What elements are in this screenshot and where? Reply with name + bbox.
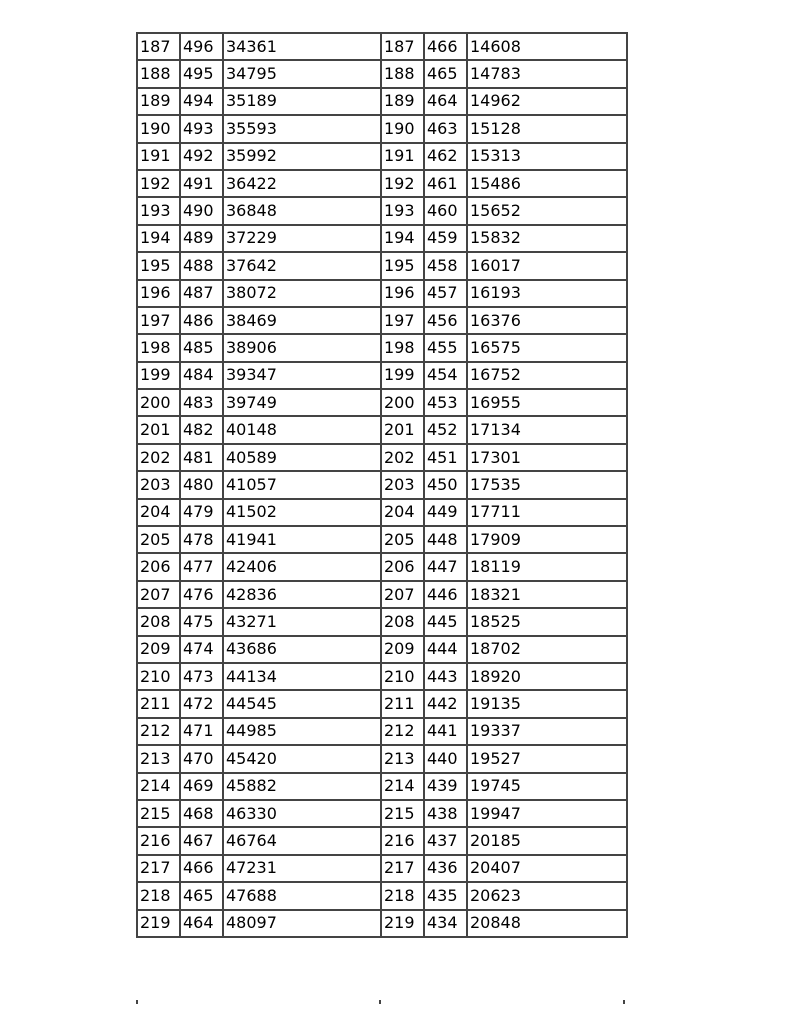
left-score-cell: 481 (180, 444, 223, 471)
right-rank-cell: 195 (381, 252, 424, 279)
left-cumulative-cell: 46330 (223, 800, 381, 827)
right-rank-cell: 190 (381, 115, 424, 142)
left-score-cell: 474 (180, 636, 223, 663)
left-rank-cell: 188 (137, 60, 180, 87)
right-score-cell: 463 (424, 115, 467, 142)
left-score-cell: 475 (180, 608, 223, 635)
right-cumulative-cell: 14608 (467, 33, 627, 60)
right-cumulative-cell: 19745 (467, 773, 627, 800)
right-cumulative-cell: 16955 (467, 389, 627, 416)
right-rank-cell: 205 (381, 526, 424, 553)
left-cumulative-cell: 46764 (223, 827, 381, 854)
left-cumulative-cell: 44985 (223, 718, 381, 745)
left-score-cell: 466 (180, 855, 223, 882)
left-score-cell: 471 (180, 718, 223, 745)
left-cumulative-cell: 37642 (223, 252, 381, 279)
right-score-cell: 440 (424, 745, 467, 772)
left-rank-cell: 217 (137, 855, 180, 882)
left-cumulative-cell: 45420 (223, 745, 381, 772)
right-cumulative-cell: 17134 (467, 416, 627, 443)
right-rank-cell: 210 (381, 663, 424, 690)
table-row (137, 416, 627, 443)
right-rank-cell: 217 (381, 855, 424, 882)
right-score-cell: 442 (424, 690, 467, 717)
right-rank-cell: 191 (381, 143, 424, 170)
table-row (137, 773, 627, 800)
right-score-cell: 465 (424, 60, 467, 87)
left-score-cell: 491 (180, 170, 223, 197)
table-row (137, 471, 627, 498)
right-score-cell: 443 (424, 663, 467, 690)
left-score-cell: 485 (180, 334, 223, 361)
left-cumulative-cell: 42406 (223, 553, 381, 580)
right-cumulative-cell: 17301 (467, 444, 627, 471)
right-rank-cell: 207 (381, 581, 424, 608)
left-rank-cell: 205 (137, 526, 180, 553)
left-cumulative-cell: 44134 (223, 663, 381, 690)
right-cumulative-cell: 17711 (467, 499, 627, 526)
right-cumulative-cell: 15832 (467, 225, 627, 252)
table-row (137, 663, 627, 690)
left-rank-cell: 201 (137, 416, 180, 443)
left-rank-cell: 212 (137, 718, 180, 745)
table-edge-left (136, 1000, 138, 1004)
left-rank-cell: 187 (137, 33, 180, 60)
table-row (137, 827, 627, 854)
left-score-cell: 470 (180, 745, 223, 772)
left-rank-cell: 189 (137, 88, 180, 115)
right-score-cell: 435 (424, 882, 467, 909)
left-score-cell: 467 (180, 827, 223, 854)
right-cumulative-cell: 18525 (467, 608, 627, 635)
left-rank-cell: 216 (137, 827, 180, 854)
left-score-cell: 492 (180, 143, 223, 170)
left-cumulative-cell: 40148 (223, 416, 381, 443)
right-cumulative-cell: 16752 (467, 362, 627, 389)
right-score-cell: 434 (424, 910, 467, 937)
right-score-cell: 448 (424, 526, 467, 553)
table-row (137, 33, 627, 60)
left-cumulative-cell: 34795 (223, 60, 381, 87)
left-cumulative-cell: 45882 (223, 773, 381, 800)
left-cumulative-cell: 34361 (223, 33, 381, 60)
table-row (137, 197, 627, 224)
left-cumulative-cell: 41941 (223, 526, 381, 553)
left-score-cell: 490 (180, 197, 223, 224)
left-cumulative-cell: 43271 (223, 608, 381, 635)
right-cumulative-cell: 18920 (467, 663, 627, 690)
left-cumulative-cell: 38906 (223, 334, 381, 361)
right-rank-cell: 202 (381, 444, 424, 471)
right-cumulative-cell: 18321 (467, 581, 627, 608)
right-rank-cell: 189 (381, 88, 424, 115)
left-cumulative-cell: 36422 (223, 170, 381, 197)
left-rank-cell: 200 (137, 389, 180, 416)
right-cumulative-cell: 19947 (467, 800, 627, 827)
left-score-cell: 478 (180, 526, 223, 553)
left-score-cell: 486 (180, 307, 223, 334)
right-cumulative-cell: 20848 (467, 910, 627, 937)
table-row (137, 745, 627, 772)
right-rank-cell: 196 (381, 280, 424, 307)
left-score-cell: 469 (180, 773, 223, 800)
left-score-cell: 479 (180, 499, 223, 526)
table-row (137, 855, 627, 882)
left-rank-cell: 207 (137, 581, 180, 608)
right-cumulative-cell: 15128 (467, 115, 627, 142)
right-rank-cell: 211 (381, 690, 424, 717)
left-cumulative-cell: 39347 (223, 362, 381, 389)
left-rank-cell: 214 (137, 773, 180, 800)
table-row (137, 307, 627, 334)
right-rank-cell: 198 (381, 334, 424, 361)
left-score-cell: 489 (180, 225, 223, 252)
right-score-cell: 456 (424, 307, 467, 334)
table-row (137, 608, 627, 635)
right-rank-cell: 216 (381, 827, 424, 854)
right-score-cell: 458 (424, 252, 467, 279)
right-cumulative-cell: 19337 (467, 718, 627, 745)
left-cumulative-cell: 43686 (223, 636, 381, 663)
table-body (137, 33, 627, 937)
table-row (137, 718, 627, 745)
left-score-cell: 465 (180, 882, 223, 909)
left-rank-cell: 190 (137, 115, 180, 142)
left-rank-cell: 202 (137, 444, 180, 471)
right-score-cell: 455 (424, 334, 467, 361)
left-rank-cell: 192 (137, 170, 180, 197)
right-rank-cell: 213 (381, 745, 424, 772)
left-rank-cell: 195 (137, 252, 180, 279)
left-score-cell: 477 (180, 553, 223, 580)
right-rank-cell: 214 (381, 773, 424, 800)
right-cumulative-cell: 20407 (467, 855, 627, 882)
left-score-cell: 484 (180, 362, 223, 389)
table-row (137, 362, 627, 389)
right-score-cell: 439 (424, 773, 467, 800)
right-rank-cell: 201 (381, 416, 424, 443)
right-score-cell: 453 (424, 389, 467, 416)
left-rank-cell: 203 (137, 471, 180, 498)
right-score-cell: 447 (424, 553, 467, 580)
right-rank-cell: 187 (381, 33, 424, 60)
left-rank-cell: 219 (137, 910, 180, 937)
right-rank-cell: 208 (381, 608, 424, 635)
table-row (137, 581, 627, 608)
left-rank-cell: 210 (137, 663, 180, 690)
right-rank-cell: 192 (381, 170, 424, 197)
right-cumulative-cell: 19527 (467, 745, 627, 772)
right-score-cell: 454 (424, 362, 467, 389)
table-row (137, 252, 627, 279)
left-cumulative-cell: 40589 (223, 444, 381, 471)
right-cumulative-cell: 17535 (467, 471, 627, 498)
left-score-cell: 496 (180, 33, 223, 60)
right-rank-cell: 203 (381, 471, 424, 498)
left-score-cell: 468 (180, 800, 223, 827)
table-row (137, 444, 627, 471)
right-rank-cell: 219 (381, 910, 424, 937)
left-cumulative-cell: 47231 (223, 855, 381, 882)
table-row (137, 115, 627, 142)
right-score-cell: 457 (424, 280, 467, 307)
left-rank-cell: 211 (137, 690, 180, 717)
right-score-cell: 444 (424, 636, 467, 663)
right-cumulative-cell: 15313 (467, 143, 627, 170)
right-score-cell: 445 (424, 608, 467, 635)
left-rank-cell: 213 (137, 745, 180, 772)
left-cumulative-cell: 41502 (223, 499, 381, 526)
right-cumulative-cell: 20623 (467, 882, 627, 909)
left-cumulative-cell: 41057 (223, 471, 381, 498)
left-score-cell: 464 (180, 910, 223, 937)
right-cumulative-cell: 18119 (467, 553, 627, 580)
left-score-cell: 482 (180, 416, 223, 443)
right-rank-cell: 212 (381, 718, 424, 745)
table-row (137, 882, 627, 909)
right-rank-cell: 199 (381, 362, 424, 389)
left-cumulative-cell: 47688 (223, 882, 381, 909)
table-edge-middle (379, 1000, 381, 1004)
left-score-cell: 473 (180, 663, 223, 690)
right-score-cell: 436 (424, 855, 467, 882)
left-cumulative-cell: 38469 (223, 307, 381, 334)
table-row (137, 170, 627, 197)
right-rank-cell: 218 (381, 882, 424, 909)
table-row (137, 553, 627, 580)
right-rank-cell: 193 (381, 197, 424, 224)
left-rank-cell: 191 (137, 143, 180, 170)
left-cumulative-cell: 35992 (223, 143, 381, 170)
left-rank-cell: 215 (137, 800, 180, 827)
right-score-cell: 451 (424, 444, 467, 471)
left-rank-cell: 209 (137, 636, 180, 663)
right-cumulative-cell: 14962 (467, 88, 627, 115)
left-rank-cell: 193 (137, 197, 180, 224)
right-cumulative-cell: 16193 (467, 280, 627, 307)
table-row (137, 225, 627, 252)
right-rank-cell: 188 (381, 60, 424, 87)
left-score-cell: 472 (180, 690, 223, 717)
table-row (137, 526, 627, 553)
left-cumulative-cell: 48097 (223, 910, 381, 937)
right-score-cell: 459 (424, 225, 467, 252)
left-rank-cell: 206 (137, 553, 180, 580)
right-cumulative-cell: 16376 (467, 307, 627, 334)
left-rank-cell: 218 (137, 882, 180, 909)
left-cumulative-cell: 38072 (223, 280, 381, 307)
left-score-cell: 487 (180, 280, 223, 307)
table-row (137, 88, 627, 115)
table-row (137, 910, 627, 937)
left-score-cell: 495 (180, 60, 223, 87)
left-score-cell: 483 (180, 389, 223, 416)
right-cumulative-cell: 15652 (467, 197, 627, 224)
right-score-cell: 461 (424, 170, 467, 197)
right-score-cell: 464 (424, 88, 467, 115)
right-score-cell: 437 (424, 827, 467, 854)
table-row (137, 636, 627, 663)
left-score-cell: 488 (180, 252, 223, 279)
right-score-cell: 460 (424, 197, 467, 224)
right-rank-cell: 215 (381, 800, 424, 827)
left-rank-cell: 197 (137, 307, 180, 334)
right-cumulative-cell: 14783 (467, 60, 627, 87)
right-score-cell: 462 (424, 143, 467, 170)
score-rank-table (136, 32, 628, 938)
left-score-cell: 493 (180, 115, 223, 142)
right-score-cell: 450 (424, 471, 467, 498)
right-cumulative-cell: 20185 (467, 827, 627, 854)
left-rank-cell: 198 (137, 334, 180, 361)
right-score-cell: 466 (424, 33, 467, 60)
right-cumulative-cell: 19135 (467, 690, 627, 717)
right-cumulative-cell: 16575 (467, 334, 627, 361)
right-rank-cell: 197 (381, 307, 424, 334)
right-cumulative-cell: 18702 (467, 636, 627, 663)
right-rank-cell: 206 (381, 553, 424, 580)
left-rank-cell: 204 (137, 499, 180, 526)
left-cumulative-cell: 39749 (223, 389, 381, 416)
right-score-cell: 441 (424, 718, 467, 745)
left-rank-cell: 199 (137, 362, 180, 389)
left-cumulative-cell: 35593 (223, 115, 381, 142)
left-cumulative-cell: 35189 (223, 88, 381, 115)
table-row (137, 334, 627, 361)
right-rank-cell: 209 (381, 636, 424, 663)
table-row (137, 389, 627, 416)
right-rank-cell: 200 (381, 389, 424, 416)
right-cumulative-cell: 17909 (467, 526, 627, 553)
table-edge-right (623, 1000, 625, 1004)
table-row (137, 800, 627, 827)
table-row (137, 499, 627, 526)
left-cumulative-cell: 44545 (223, 690, 381, 717)
left-rank-cell: 194 (137, 225, 180, 252)
left-score-cell: 476 (180, 581, 223, 608)
right-score-cell: 438 (424, 800, 467, 827)
right-score-cell: 446 (424, 581, 467, 608)
right-rank-cell: 204 (381, 499, 424, 526)
table-row (137, 280, 627, 307)
table-row (137, 60, 627, 87)
table-row (137, 143, 627, 170)
right-cumulative-cell: 16017 (467, 252, 627, 279)
right-score-cell: 452 (424, 416, 467, 443)
table-row (137, 690, 627, 717)
left-cumulative-cell: 37229 (223, 225, 381, 252)
left-cumulative-cell: 36848 (223, 197, 381, 224)
right-rank-cell: 194 (381, 225, 424, 252)
left-rank-cell: 208 (137, 608, 180, 635)
right-cumulative-cell: 15486 (467, 170, 627, 197)
right-score-cell: 449 (424, 499, 467, 526)
left-cumulative-cell: 42836 (223, 581, 381, 608)
left-rank-cell: 196 (137, 280, 180, 307)
left-score-cell: 480 (180, 471, 223, 498)
left-score-cell: 494 (180, 88, 223, 115)
